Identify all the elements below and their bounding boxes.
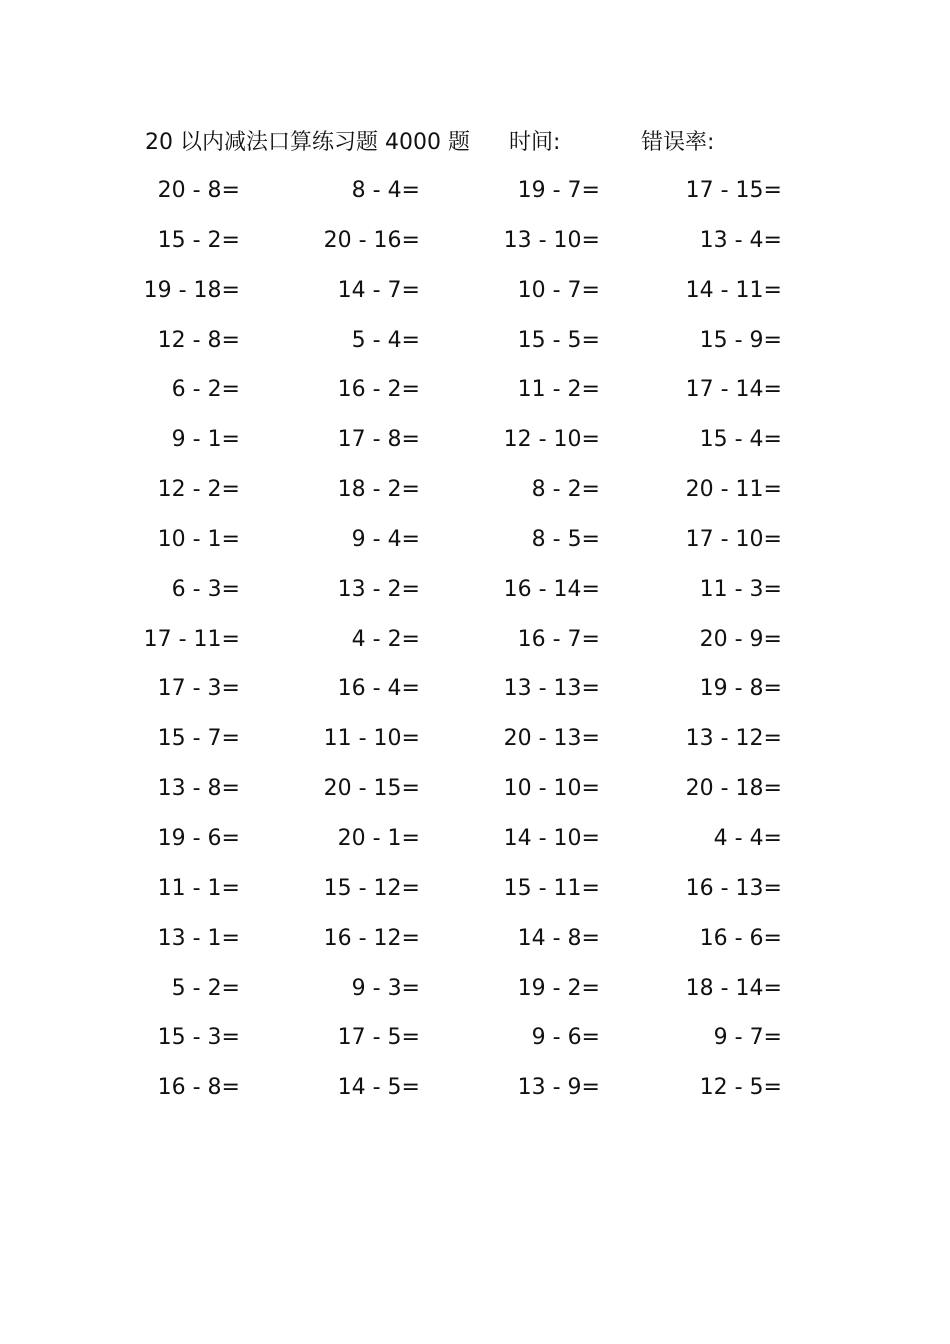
problem-row [0, 224, 950, 274]
subtraction-problem: 15 - 7= [157, 726, 240, 752]
problem-grid [0, 174, 950, 1121]
subtraction-problem: 13 - 4= [699, 227, 782, 253]
problem-row [0, 373, 950, 423]
subtraction-problem: 13 - 12= [685, 726, 782, 752]
worksheet-title: 20 以内减法口算练习题 4000 题 [145, 130, 470, 155]
problem-row [0, 972, 950, 1022]
subtraction-problem: 4 - 4= [713, 825, 782, 851]
worksheet-header [145, 126, 845, 160]
subtraction-problem: 15 - 5= [517, 327, 600, 353]
subtraction-problem: 11 - 1= [157, 875, 240, 901]
subtraction-problem: 20 - 11= [685, 477, 782, 503]
subtraction-problem: 15 - 2= [157, 227, 240, 253]
problem-row [0, 822, 950, 872]
problem-row [0, 872, 950, 922]
subtraction-problem: 18 - 14= [685, 975, 782, 1001]
subtraction-problem: 17 - 10= [685, 526, 782, 552]
subtraction-problem: 8 - 4= [351, 178, 420, 203]
subtraction-problem: 9 - 6= [531, 1025, 600, 1051]
subtraction-problem: 5 - 4= [351, 327, 420, 353]
problem-row [0, 922, 950, 972]
subtraction-problem: 6 - 3= [171, 576, 240, 602]
subtraction-problem: 9 - 4= [351, 526, 420, 552]
subtraction-problem: 4 - 2= [351, 626, 420, 652]
subtraction-problem: 9 - 7= [713, 1025, 782, 1051]
subtraction-problem: 15 - 4= [699, 427, 782, 453]
subtraction-problem: 13 - 2= [337, 576, 420, 602]
subtraction-problem: 13 - 13= [503, 676, 600, 702]
problem-row [0, 473, 950, 523]
subtraction-problem: 12 - 10= [503, 427, 600, 453]
subtraction-problem: 20 - 16= [323, 227, 420, 253]
subtraction-problem: 20 - 13= [503, 726, 600, 752]
subtraction-problem: 13 - 1= [157, 925, 240, 951]
subtraction-problem: 16 - 13= [685, 875, 782, 901]
subtraction-problem: 10 - 1= [157, 526, 240, 552]
subtraction-problem: 16 - 7= [517, 626, 600, 652]
problem-row [0, 672, 950, 722]
subtraction-problem: 17 - 5= [337, 1025, 420, 1051]
subtraction-problem: 9 - 1= [171, 427, 240, 453]
subtraction-problem: 19 - 2= [517, 975, 600, 1001]
error-rate-label: 错误率: [641, 130, 715, 155]
problem-row [0, 772, 950, 822]
subtraction-problem: 13 - 9= [517, 1075, 600, 1101]
time-label: 时间: [509, 130, 561, 155]
subtraction-problem: 16 - 12= [323, 925, 420, 951]
subtraction-problem: 9 - 3= [351, 975, 420, 1001]
subtraction-problem: 14 - 7= [337, 277, 420, 303]
subtraction-problem: 15 - 3= [157, 1025, 240, 1051]
subtraction-problem: 13 - 8= [157, 776, 240, 802]
subtraction-problem: 11 - 2= [517, 377, 600, 403]
subtraction-problem: 10 - 7= [517, 277, 600, 303]
subtraction-problem: 16 - 8= [157, 1075, 240, 1101]
problem-row [0, 1071, 950, 1121]
subtraction-problem: 20 - 9= [699, 626, 782, 652]
subtraction-problem: 15 - 12= [323, 875, 420, 901]
subtraction-problem: 20 - 1= [337, 825, 420, 851]
problem-row [0, 722, 950, 772]
subtraction-problem: 17 - 3= [157, 676, 240, 702]
subtraction-problem: 18 - 2= [337, 477, 420, 503]
subtraction-problem: 17 - 14= [685, 377, 782, 403]
subtraction-problem: 14 - 8= [517, 925, 600, 951]
subtraction-problem: 19 - 7= [517, 178, 600, 203]
problem-row [0, 523, 950, 573]
subtraction-problem: 8 - 5= [531, 526, 600, 552]
subtraction-problem: 14 - 10= [503, 825, 600, 851]
subtraction-problem: 11 - 3= [699, 576, 782, 602]
subtraction-problem: 5 - 2= [171, 975, 240, 1001]
subtraction-problem: 20 - 15= [323, 776, 420, 802]
subtraction-problem: 17 - 8= [337, 427, 420, 453]
problem-row [0, 623, 950, 673]
subtraction-problem: 15 - 9= [699, 327, 782, 353]
subtraction-problem: 8 - 2= [531, 477, 600, 503]
problem-row [0, 1021, 950, 1071]
subtraction-problem: 12 - 5= [699, 1075, 782, 1101]
problem-row [0, 324, 950, 374]
subtraction-problem: 6 - 2= [171, 377, 240, 403]
subtraction-problem: 12 - 8= [157, 327, 240, 353]
subtraction-problem: 20 - 18= [685, 776, 782, 802]
problem-row [0, 174, 950, 224]
subtraction-problem: 16 - 14= [503, 576, 600, 602]
problem-row [0, 274, 950, 324]
subtraction-problem: 16 - 2= [337, 377, 420, 403]
subtraction-problem: 10 - 10= [503, 776, 600, 802]
subtraction-problem: 19 - 8= [699, 676, 782, 702]
subtraction-problem: 19 - 6= [157, 825, 240, 851]
subtraction-problem: 16 - 6= [699, 925, 782, 951]
subtraction-problem: 14 - 11= [685, 277, 782, 303]
subtraction-problem: 19 - 18= [143, 277, 240, 303]
subtraction-problem: 11 - 10= [323, 726, 420, 752]
problem-row [0, 573, 950, 623]
subtraction-problem: 14 - 5= [337, 1075, 420, 1101]
subtraction-problem: 20 - 8= [157, 178, 240, 203]
subtraction-problem: 17 - 11= [143, 626, 240, 652]
subtraction-problem: 17 - 15= [685, 178, 782, 203]
subtraction-problem: 15 - 11= [503, 875, 600, 901]
problem-row [0, 423, 950, 473]
subtraction-problem: 16 - 4= [337, 676, 420, 702]
subtraction-problem: 13 - 10= [503, 227, 600, 253]
subtraction-problem: 12 - 2= [157, 477, 240, 503]
